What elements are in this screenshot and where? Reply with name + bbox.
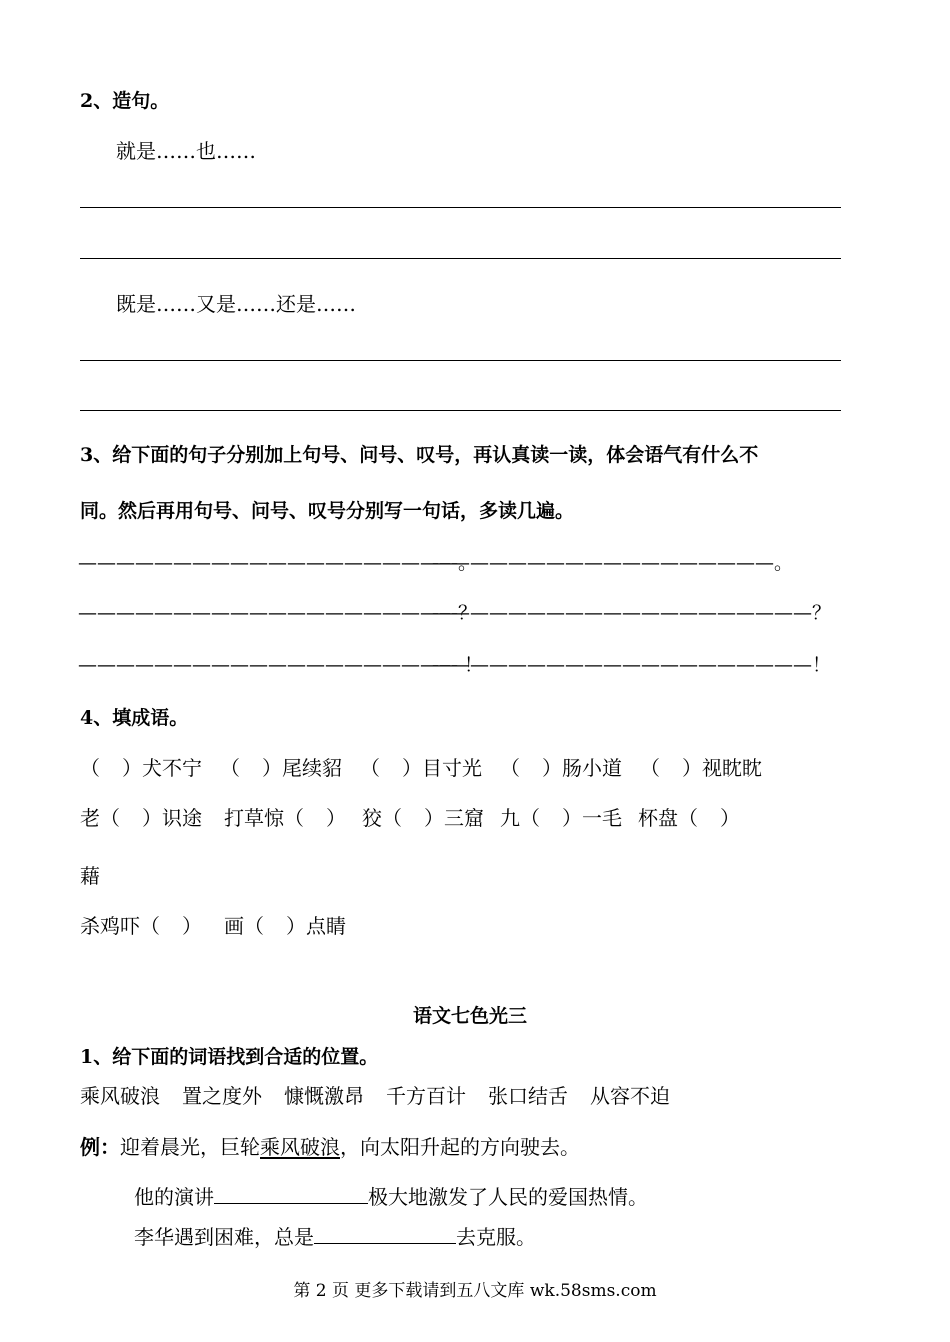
idiom-text: 杀鸡吓（ — [80, 914, 160, 938]
word-item: 置之度外 — [182, 1084, 262, 1108]
example-label: 例： — [80, 1135, 120, 1159]
q2-prompt-2: 既是……又是……还是…… — [116, 292, 356, 316]
idiom-text: ） — [182, 914, 202, 938]
idiom-paren-open: （ — [500, 756, 520, 780]
idiom-line-4 — [80, 910, 346, 939]
example-text-before: 迎着晨光，巨轮 — [120, 1135, 260, 1159]
sentence-2 — [134, 1221, 536, 1250]
idiom-text: 老（ — [80, 806, 120, 830]
q3-row-1-left: ————————————————————。 — [78, 552, 478, 574]
q3-heading-line-1: 3、给下面的句子分别加上句号、问号、叹号，再认真读一读，体会语气有什么不 — [80, 444, 759, 466]
idiom-text: 打草惊（ — [224, 806, 304, 830]
word-item: 从容不迫 — [590, 1084, 670, 1108]
idiom-text: ）识途 — [142, 806, 202, 830]
q2-prompt-1: 就是……也…… — [116, 139, 256, 163]
example-text-after: ，向太阳升起的方向驶去。 — [340, 1135, 580, 1159]
section-q1-heading: 1、给下面的词语找到合适的位置。 — [80, 1046, 379, 1068]
q3-heading-line-2: 同。然后再用句号、问号、叹号分别写一句话，多读几遍。 — [80, 500, 575, 522]
word-item: 慷慨激昂 — [284, 1084, 364, 1108]
idiom-text: ）目寸光 — [402, 756, 482, 780]
idiom-text: 杯盘（ — [638, 806, 698, 830]
idiom-paren-open: （ — [220, 756, 240, 780]
idiom-paren-open: （ — [640, 756, 660, 780]
idiom-text: ）三窟 — [424, 806, 484, 830]
sentence-1-after: 极大地激发了人民的爱国热情。 — [368, 1185, 648, 1209]
answer-line — [80, 360, 841, 361]
idiom-text: 画（ — [224, 914, 264, 938]
q4-heading: 4、填成语。 — [80, 707, 189, 729]
q2-heading: 2、造句。 — [80, 90, 170, 112]
sentence-2-after: 去克服。 — [456, 1225, 536, 1249]
idiom-text: ） — [326, 806, 346, 830]
idiom-text: ）尾续貂 — [262, 756, 342, 780]
example-word: 乘风破浪 — [260, 1135, 340, 1159]
q3-row-3-left: ———————————————————— ！ — [78, 654, 484, 676]
answer-line — [80, 410, 841, 411]
example-sentence — [80, 1131, 580, 1160]
sentence-2-before: 李华遇到困难，总是 — [134, 1225, 314, 1249]
idiom-line-1 — [80, 752, 762, 781]
idiom-text: 狡（ — [362, 806, 402, 830]
idiom-text: ）视眈眈 — [682, 756, 762, 780]
q3-row-3-right: ————————————————————！ — [432, 654, 832, 676]
sentence-1-before: 他的演讲 — [134, 1185, 214, 1209]
idiom-paren-open: （ — [80, 756, 100, 780]
word-item: 乘风破浪 — [80, 1084, 160, 1108]
answer-line — [80, 207, 841, 208]
idiom-paren-open: （ — [360, 756, 380, 780]
answer-line — [80, 258, 841, 259]
q3-row-2-left: ————————————————————？ — [78, 602, 478, 624]
idiom-text: ） — [720, 806, 740, 830]
idiom-line-2 — [80, 802, 740, 831]
q3-row-2-right: ————————————————————？ — [432, 602, 832, 624]
page-footer: 第 2 页 更多下载请到五八文库 wk.58sms.com — [293, 1281, 657, 1301]
idiom-text: 九（ — [500, 806, 540, 830]
idiom-line-3: 藉 — [80, 864, 100, 888]
fill-blank[interactable] — [214, 1185, 368, 1204]
word-bank — [80, 1080, 670, 1109]
fill-blank[interactable] — [314, 1225, 456, 1244]
idiom-text: ）犬不宁 — [122, 756, 202, 780]
sentence-1 — [134, 1181, 648, 1210]
idiom-text: ）肠小道 — [542, 756, 622, 780]
word-item: 千方百计 — [386, 1084, 466, 1108]
idiom-text: ）点睛 — [286, 914, 346, 938]
q3-row-1-right: ——————————————————。 — [432, 552, 794, 574]
word-item: 张口结舌 — [488, 1084, 568, 1108]
idiom-text: ）一毛 — [562, 806, 622, 830]
section-title: 语文七色光三 — [412, 1005, 527, 1027]
